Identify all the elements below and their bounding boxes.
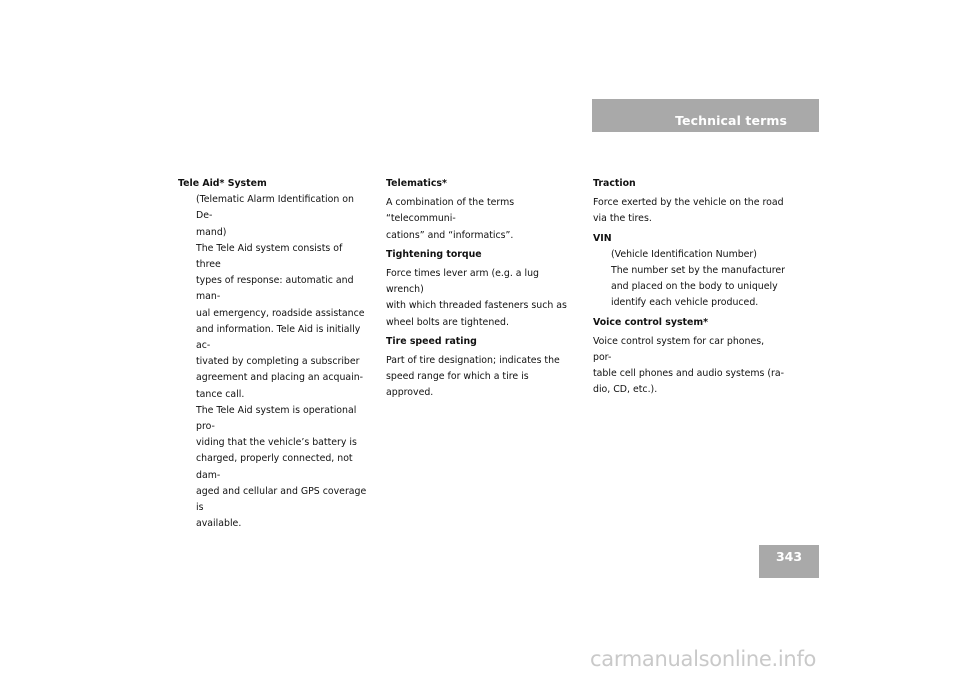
definition-line: The number set by the manufacturer — [611, 265, 785, 277]
definition-line: identify each vehicle produced. — [611, 297, 759, 309]
column-1 — [178, 176, 370, 532]
term-traction: Traction — [593, 178, 636, 189]
definition-line: agreement and placing an acquain- — [196, 372, 364, 384]
definition-line: tivated by completing a subscriber — [196, 356, 360, 368]
definition-voice-control-system — [593, 334, 785, 399]
definition-line: wheel bolts are tightened. — [386, 316, 509, 328]
definition-tire-speed-rating — [386, 353, 578, 402]
definition-line: available. — [196, 518, 242, 530]
column-3 — [593, 176, 785, 399]
definition-line: cations” and “informatics”. — [386, 229, 514, 241]
definition-line: The Tele Aid system is operational pro- — [196, 404, 357, 433]
definition-traction — [593, 195, 785, 227]
term-tightening-torque: Tightening torque — [386, 248, 482, 260]
term-telematics: Telematics* — [386, 178, 447, 189]
definition-line: via the tires. — [593, 213, 652, 225]
definition-telematics — [386, 195, 578, 244]
definition-line: and placed on the body to uniquely — [611, 281, 778, 293]
definition-line: charged, properly connected, not dam- — [196, 453, 353, 481]
definition-vin — [593, 247, 785, 312]
page-number-tab — [759, 545, 819, 578]
definition-tele-aid — [178, 192, 370, 532]
definition-tightening-torque — [386, 266, 578, 331]
watermark: carmanualsonline.info — [590, 647, 817, 671]
definition-line: ual emergency, roadside assistance — [196, 307, 365, 319]
definition-line: dio, CD, etc.). — [593, 384, 658, 396]
definition-line: Voice control system for car phones, por- — [593, 335, 765, 364]
definition-line: tance call. — [196, 388, 245, 400]
definition-line: viding that the vehicle’s battery is — [196, 437, 357, 449]
definition-line: (Vehicle Identification Number) — [611, 248, 757, 260]
definition-line: aged and cellular and GPS coverage is — [196, 485, 367, 514]
definition-line: The Tele Aid system consists of three — [196, 242, 343, 271]
term-tele-aid: Tele Aid* System — [178, 178, 267, 189]
definition-line: with which threaded fasteners such as — [386, 300, 567, 312]
definition-line: A combination of the terms “telecommuni- — [386, 197, 515, 225]
definition-line: Part of tire designation; indicates the — [386, 355, 560, 367]
page-number: 343 — [775, 549, 803, 564]
definition-line: types of response: automatic and man- — [196, 275, 354, 303]
section-title: Technical terms — [675, 113, 787, 128]
section-header-tab — [592, 99, 819, 132]
term-vin: VIN — [593, 232, 612, 244]
term-voice-control-system: Voice control system* — [593, 316, 709, 328]
definition-line: table cell phones and audio systems (ra- — [593, 368, 785, 380]
definition-line: Force times lever arm (e.g. a lug wrench) — [386, 268, 539, 296]
term-tire-speed-rating: Tire speed rating — [386, 335, 477, 347]
definition-line: mand) — [196, 226, 227, 238]
definition-line: (Telematic Alarm Identification on De- — [196, 194, 354, 222]
definition-line: and information. Tele Aid is initially ac- — [196, 323, 361, 352]
definition-line: Force exerted by the vehicle on the road — [593, 197, 784, 209]
definition-line: speed range for which a tire is approved. — [386, 371, 529, 399]
column-2 — [386, 176, 578, 402]
